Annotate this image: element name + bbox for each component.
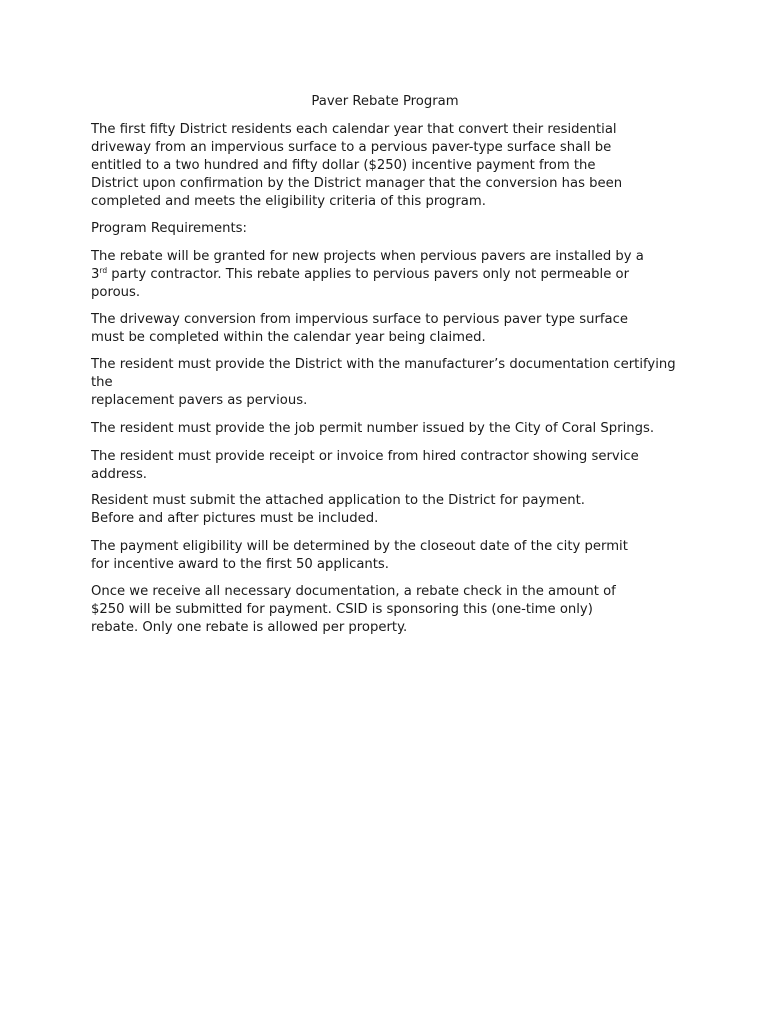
requirements-heading: Program Requirements: <box>91 221 247 236</box>
requirement-line: address. <box>91 467 148 482</box>
requirement-line: The payment eligibility will be determined by the closeout date of the city permit <box>91 539 628 554</box>
requirement-line: Resident must submit the attached application to the District for payment. <box>91 493 585 508</box>
requirement-line: 3rd party contractor. This rebate applies to pervious pavers only not permeable or <box>91 266 629 282</box>
closing-line: Once we receive all necessary documentation, a rebate check in the amount of <box>91 584 616 599</box>
closing-line: rebate. Only one rebate is allowed per property. <box>91 620 408 635</box>
requirement-line: the <box>91 375 113 390</box>
intro-line: driveway from an impervious surface to a pervious paver-type surface shall be <box>91 140 612 155</box>
requirement-documentation <box>91 356 676 410</box>
requirement-eligibility <box>91 538 628 574</box>
document-title: Paver Rebate Program <box>311 94 459 109</box>
requirement-line: Before and after pictures must be included. <box>91 511 379 526</box>
requirement-line: The resident must provide the job permit number issued by the City of Coral Springs. <box>91 421 655 436</box>
requirement-line: The resident must provide the District with the manufacturer’s documentation certifying <box>91 357 676 372</box>
requirement-line: The driveway conversion from impervious surface to pervious paver type surface <box>91 312 628 327</box>
intro-line: District upon confirmation by the District manager that the conversion has been <box>91 176 623 191</box>
intro-paragraph <box>91 121 622 211</box>
requirement-line: porous. <box>91 285 141 300</box>
requirement-line: for incentive award to the first 50 applicants. <box>91 557 389 572</box>
requirement-line: The rebate will be granted for new projects when pervious pavers are installed by a <box>91 249 644 264</box>
requirement-line: The resident must provide receipt or invoice from hired contractor showing service <box>91 449 639 464</box>
requirement-line: must be completed within the calendar year being claimed. <box>91 330 486 345</box>
closing-line: $250 will be submitted for payment. CSID is sponsoring this (one-time only) <box>91 602 593 617</box>
requirement-line: replacement pavers as pervious. <box>91 393 308 408</box>
intro-line: The first fifty District residents each calendar year that convert their residential <box>91 122 617 137</box>
requirement-application <box>91 492 585 528</box>
requirement-calendar-year <box>91 311 628 347</box>
requirement-contractor <box>91 248 644 302</box>
closing-paragraph <box>91 583 616 637</box>
intro-line: entitled to a two hundred and fifty dollar ($250) incentive payment from the <box>91 158 596 173</box>
requirement-receipt <box>91 448 639 484</box>
requirement-permit <box>91 420 654 438</box>
intro-line: completed and meets the eligibility criteria of this program. <box>91 194 486 209</box>
